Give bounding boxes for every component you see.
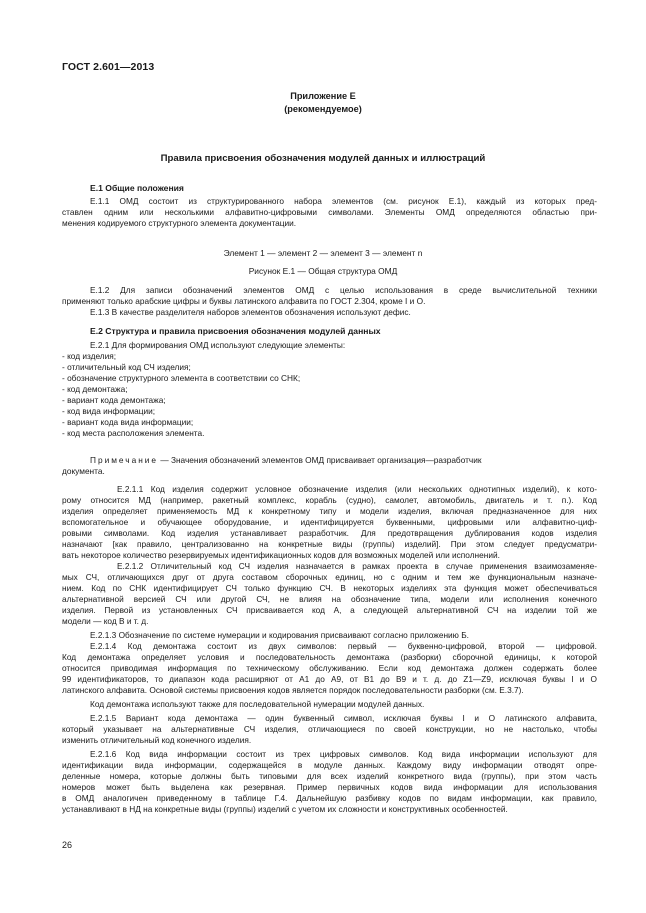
paragraph-line: Е.2.1 Для формирования ОМД используют следующие элементы: [90,340,346,350]
paragraph-line: Е.2.1.2 Отличительный код СЧ изделия назначается в рамках проекта в случае применения взаимозаменяе- [117,561,597,571]
paragraph-line: Е.2.1.5 Вариант кода демонтажа — один буквенный символ, исключая буквы I и O латинского алфавита, [90,713,597,723]
paragraph-line: мых СЧ, отличающихся друг от друга составом сборочных единиц, но с одним и тем же функциональным назначе- [62,572,597,582]
note-continuation: документа. [62,466,105,476]
paragraph-line: ровыми символами. Код изделия устанавливает разработчик. Для предотвращения дублирования кодов изделия [62,528,597,538]
paragraph-line: менения кодируемого структурного элемента документации. [62,218,297,228]
paragraph-line: ставлен одним или несколькими алфавитно-цифровыми символами. Элементы ОМД определяются областью при- [62,207,597,217]
paragraph-line: нием. Код по СНК идентифицирует СЧ только функцию СЧ. В некоторых изделиях эта функция может обеспечиваться [62,583,597,593]
list-item: - вариант кода вида информации; [62,417,194,427]
paragraph-line: в ОМД аналогичен приведенному в таблице Г.4. Дальнейшую разбивку кодов по видам информации, как правило, [62,793,597,803]
list-item: - вариант кода демонтажа; [62,395,166,405]
paragraph-line: изделия. Первой из установленных СЧ присваивается код А, а следующей альтернативной СЧ на изделии той же [62,605,597,615]
paragraph-line: модели — код В и т. д. [62,616,149,626]
list-item: - отличительный код СЧ изделия; [62,362,191,372]
appendix-title: Приложение Е [290,91,356,101]
heading-e2: Е.2 Структура и правила присвоения обозначения модулей данных [90,326,381,336]
paragraph-line: вать некоторое количество резервируемых идентификационных кодов для возможных моделей или исполнений. [62,550,500,560]
note-label: Примечание [90,455,159,465]
paragraph-line: 99 идентификаторов, то диапазон кода расширяют от А1 до А9, от В1 до В9 и т. д. до Z1—Z9, исключая буквы I и O [62,674,597,684]
paragraph-line: идентификации вида информации, содержащейся в модуле данных. Каждому виду информации отводят опре- [62,760,597,770]
paragraph-line: применяют только арабские цифры и буквы латинского алфавита по ГОСТ 2.304, кроме I и O. [62,296,426,306]
paragraph-line: Е.1.1 ОМД состоит из структурированного набора элементов (см. рисунок Е.1), каждый из которых пред- [90,196,597,206]
paragraph-line: Е.2.1.4 Код демонтажа состоит из двух символов: первый — буквенно-цифровой, второй — цифровой. [90,641,597,651]
paragraph-line: который указывает на альтернативные СЧ изделия, отличающиеся по своей конструкции, но не настолько, чтобы [62,724,597,734]
note-text: — Значения обозначений элементов ОМД присваивает организация—разработчик [158,455,482,465]
paragraph-line: альтернативной версией СЧ или другой СЧ, не влияя на обозначение типа, модели или исполнения конечного [62,594,597,604]
paragraph-line: деленные номера, которые должны быть типовыми для всех изделий конкретного вида (группы), при этом часть [62,771,597,781]
list-item: - код вида информации; [62,406,156,416]
paragraph-line: изменить отличительный код конечного изделия. [62,735,252,745]
list-item: - код места расположения элемента. [62,428,205,438]
list-item: - код изделия; [62,351,117,361]
paragraph-line: назначают [как правило, централизованно на конкретные виды (группы) изделий]. При этом следует предусматри- [62,539,597,549]
paragraph-line: изделия определяет применяемость МД к конкретному типу и модели изделия, включая предназначенное для них [62,506,597,516]
paragraph-line: латинского алфавита. Основой системы присвоения кодов является порядок последовательности разборки (см. Е.3.7). [62,685,524,695]
section-title: Правила присвоения обозначения модулей данных и иллюстраций [160,153,486,164]
paragraph-line: относится приводимая информация по техническому обслуживанию. Если код демонтажа должен содержать более [62,663,597,673]
paragraph-line: устанавливают в НД на конкретные виды (группы) изделий с учетом их сложности и конструктивных особенностей. [62,804,508,814]
paragraph-line: Е.1.3 В качестве разделителя наборов элементов обозначения используют дефис. [90,307,411,317]
paragraph-line: Е.1.2 Для записи обозначений элементов ОМД с целью использования в среде вычислительной техники [90,285,597,295]
note [90,455,482,466]
figure-caption: Рисунок Е.1 — Общая структура ОМД [248,266,398,276]
figure-text: Элемент 1 — элемент 2 — элемент 3 — элемент n [223,248,423,258]
paragraph-line: Е.2.1.3 Обозначение по системе нумерации и кодирования присваивают согласно приложению Б. [90,630,469,640]
paragraph-line: Е.2.1.6 Код вида информации состоит из трех цифровых символов. Код вида информации используют для [90,749,597,759]
standard-number: ГОСТ 2.601—2013 [62,61,155,73]
paragraph-line: Е.2.1.1 Код изделия содержит условное обозначение изделия (или нескольких однотипных изделий), к кото- [117,484,597,494]
appendix-status: (рекомендуемое) [284,104,362,114]
page-number: 26 [62,840,73,850]
paragraph-line: рому относится МД (например, ракетный комплекс, корабль (судно), самолет, автомобиль, двигатель и т. п.). Код [62,495,597,505]
paragraph-line: Код демонтажа используют также для последовательной нумерации модулей данных. [90,699,425,709]
list-item: - код демонтажа; [62,384,128,394]
heading-e1: Е.1 Общие положения [90,183,184,193]
list-item: - обозначение структурного элемента в соответствии со СНК; [62,373,301,383]
paragraph-line: вспомогательное и обучающее оборудование, и идентифицируется буквенными, цифровыми или алфавитно-циф- [62,517,597,527]
paragraph-line: Код демонтажа определяет условия и последовательность демонтажа (разборки) сборочной единицы, к которой [62,652,597,662]
paragraph-line: номеров может быть выделена как резервная. Пример первичных кодов вида информации для использования [62,782,597,792]
